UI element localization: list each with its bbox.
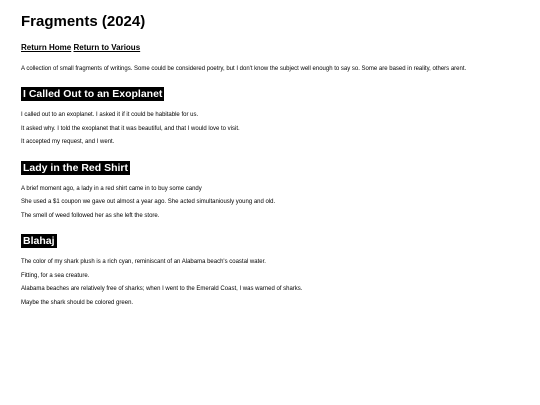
section-exoplanet <box>21 84 519 150</box>
return-home-link[interactable]: Return Home <box>21 43 72 52</box>
fragment-line: Alabama beaches are relatively free of sharks; when I went to the Emerald Coast, I was warned of sharks. <box>21 286 303 292</box>
nav-links <box>21 42 519 53</box>
return-to-various-link[interactable]: Return to Various <box>73 43 141 52</box>
fragment-line: A brief moment ago, a lady in a red shirt came in to buy some candy <box>21 185 202 192</box>
section-red-shirt <box>21 158 519 224</box>
page-title: Fragments (2024) <box>21 13 146 30</box>
intro-paragraph: A collection of small fragments of writings. Some could be considered poetry, but I don't know the subject well enough to say so. Some are based in reality, others arent. <box>21 66 467 72</box>
fragment-line: I called out to an exoplanet. I asked it if it could be habitable for us. <box>21 112 199 118</box>
fragment-line: It asked why. I told the exoplanet that it was beautiful, and that I would love to visit. <box>21 125 240 132</box>
fragment-line: The smell of weed followed her as she left the store. <box>21 212 160 219</box>
fragment-line: Fitting, for a sea creature. <box>21 272 90 279</box>
section-heading: Lady in the Red Shirt <box>23 161 129 174</box>
fragment-line: The color of my shark plush is a rich cyan, reminiscant of an Alabama beach's coastal water. <box>21 259 266 265</box>
fragment-line: She used a $1 coupon we gave out almost a year ago. She acted simultaniously young and old. <box>21 199 276 205</box>
section-blahaj <box>21 231 519 310</box>
section-heading: Blahaj <box>23 235 55 247</box>
fragment-line: It accepted my request, and I went. <box>21 139 115 145</box>
fragment-line: Maybe the shark should be colored green. <box>21 299 134 306</box>
section-heading: I Called Out to an Exoplanet <box>23 88 163 100</box>
